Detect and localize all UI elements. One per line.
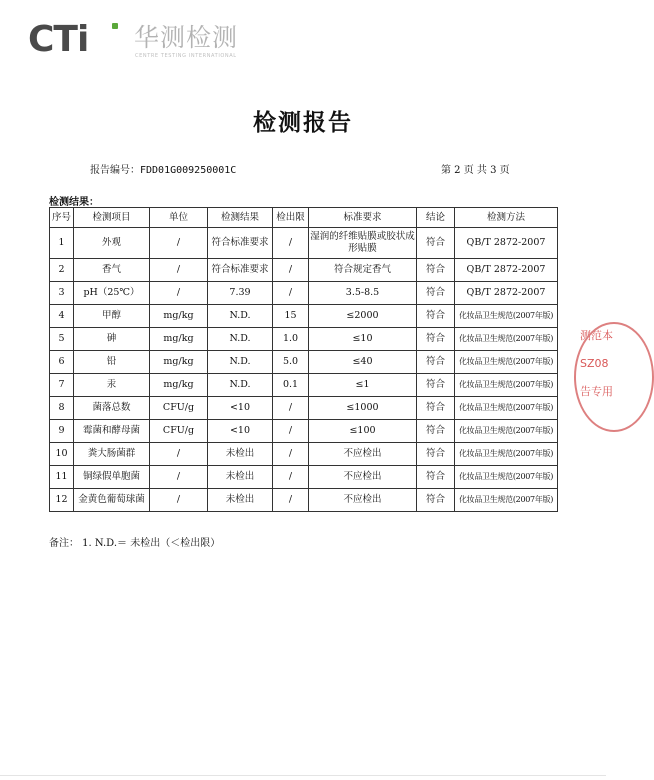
cell-unit: CFU/g (150, 420, 208, 443)
table-row (50, 374, 558, 397)
cell-unit: mg/kg (150, 351, 208, 374)
cell-limit: / (273, 397, 309, 420)
cell-limit: 1.0 (273, 328, 309, 351)
cell-standard: ≤1000 (309, 397, 417, 420)
table-row (50, 397, 558, 420)
cell-result: 符合标准要求 (208, 259, 273, 282)
cell-method: QB/T 2872-2007 (455, 228, 558, 259)
cell-result: N.D. (208, 328, 273, 351)
cell-item: 粪大肠菌群 (74, 443, 150, 466)
cell-method: QB/T 2872-2007 (455, 282, 558, 305)
cell-item: 金黄色葡萄球菌 (74, 489, 150, 512)
cell-no: 6 (50, 351, 74, 374)
stamp-text-3: 告专用 (580, 385, 613, 398)
cell-no: 7 (50, 374, 74, 397)
seal-stamp (574, 322, 644, 442)
cell-no: 5 (50, 328, 74, 351)
cell-standard: ≤1 (309, 374, 417, 397)
table-row (50, 328, 558, 351)
cell-standard: ≤10 (309, 328, 417, 351)
cell-standard: ≤40 (309, 351, 417, 374)
header-standard: 标准要求 (309, 208, 417, 228)
cell-conclusion: 符合 (417, 259, 455, 282)
cell-result: <10 (208, 397, 273, 420)
table-row (50, 282, 558, 305)
table-row (50, 489, 558, 512)
document-title: 检测报告 (253, 110, 353, 136)
results-label: 检测结果： (49, 197, 99, 208)
cell-no: 11 (50, 466, 74, 489)
cell-method: 化妆品卫生规范(2007年版) (455, 466, 558, 489)
cell-unit: CFU/g (150, 397, 208, 420)
cell-result: 7.39 (208, 282, 273, 305)
stamp-text-1: 测范本 (580, 329, 613, 342)
cell-standard: 不应检出 (309, 466, 417, 489)
cell-item: 甲醇 (74, 305, 150, 328)
cell-no: 2 (50, 259, 74, 282)
header-no: 序号 (50, 208, 74, 228)
table-row (50, 443, 558, 466)
cell-limit: / (273, 282, 309, 305)
cell-result: 未检出 (208, 489, 273, 512)
cell-no: 12 (50, 489, 74, 512)
cell-method: 化妆品卫生规范(2007年版) (455, 305, 558, 328)
results-table (49, 207, 558, 512)
table-row (50, 259, 558, 282)
cell-limit: / (273, 466, 309, 489)
cell-method: QB/T 2872-2007 (455, 259, 558, 282)
logo-english-name: CENTRE TESTING INTERNATIONAL (135, 53, 237, 59)
cell-result: <10 (208, 420, 273, 443)
table-row (50, 305, 558, 328)
stamp-ring (574, 322, 654, 432)
cell-no: 3 (50, 282, 74, 305)
cell-result: 符合标准要求 (208, 228, 273, 259)
cell-conclusion: 符合 (417, 466, 455, 489)
cell-item: 菌落总数 (74, 397, 150, 420)
cell-method: 化妆品卫生规范(2007年版) (455, 443, 558, 466)
cell-conclusion: 符合 (417, 443, 455, 466)
header-unit: 单位 (150, 208, 208, 228)
cell-unit: / (150, 259, 208, 282)
cell-conclusion: 符合 (417, 305, 455, 328)
cell-item: 砷 (74, 328, 150, 351)
cell-no: 4 (50, 305, 74, 328)
cell-method: 化妆品卫生规范(2007年版) (455, 374, 558, 397)
cell-conclusion: 符合 (417, 489, 455, 512)
table-row (50, 228, 558, 259)
header-conclusion: 结论 (417, 208, 455, 228)
stamp-text-2: SZ08 (580, 357, 609, 370)
table-row (50, 420, 558, 443)
cell-method: 化妆品卫生规范(2007年版) (455, 397, 558, 420)
page-bottom-rule (0, 775, 606, 776)
cell-item: 铅 (74, 351, 150, 374)
cell-standard: 符合规定香气 (309, 259, 417, 282)
cell-standard: ≤2000 (309, 305, 417, 328)
cell-limit: / (273, 443, 309, 466)
cell-result: 未检出 (208, 443, 273, 466)
logo-mark: CTi (28, 19, 89, 60)
cell-limit: 15 (273, 305, 309, 328)
cell-method: 化妆品卫生规范(2007年版) (455, 351, 558, 374)
cell-item: 外观 (74, 228, 150, 259)
cell-item: 霉菌和酵母菌 (74, 420, 150, 443)
cell-conclusion: 符合 (417, 374, 455, 397)
company-logo (28, 18, 258, 64)
table-row (50, 351, 558, 374)
cell-item: 汞 (74, 374, 150, 397)
header-item: 检测项目 (74, 208, 150, 228)
cell-standard: 不应检出 (309, 443, 417, 466)
cell-conclusion: 符合 (417, 228, 455, 259)
table-row (50, 466, 558, 489)
cell-no: 9 (50, 420, 74, 443)
cell-limit: 0.1 (273, 374, 309, 397)
cell-limit: 5.0 (273, 351, 309, 374)
cell-result: N.D. (208, 374, 273, 397)
cell-standard: 不应检出 (309, 489, 417, 512)
cell-limit: / (273, 228, 309, 259)
cell-item: 铜绿假单胞菌 (74, 466, 150, 489)
cell-standard: 湿润的纤维贴膜或胶状成形贴膜 (309, 228, 417, 259)
cell-standard: ≤100 (309, 420, 417, 443)
cell-result: 未检出 (208, 466, 273, 489)
header-method: 检测方法 (455, 208, 558, 228)
cell-standard: 3.5-8.5 (309, 282, 417, 305)
cell-no: 10 (50, 443, 74, 466)
logo-chinese-name: 华测检测 (134, 23, 239, 52)
cell-unit: mg/kg (150, 328, 208, 351)
cell-unit: mg/kg (150, 374, 208, 397)
logo-dot (112, 23, 118, 29)
cell-limit: / (273, 489, 309, 512)
cell-item: pH（25℃） (74, 282, 150, 305)
cell-unit: / (150, 282, 208, 305)
cell-limit: / (273, 259, 309, 282)
cell-item: 香气 (74, 259, 150, 282)
cell-unit: / (150, 228, 208, 259)
cell-conclusion: 符合 (417, 282, 455, 305)
cell-method: 化妆品卫生规范(2007年版) (455, 328, 558, 351)
cell-conclusion: 符合 (417, 420, 455, 443)
cell-unit: / (150, 466, 208, 489)
cell-no: 1 (50, 228, 74, 259)
cell-result: N.D. (208, 351, 273, 374)
page-number: 第 2 页 共 3 页 (441, 165, 510, 176)
header-result: 检测结果 (208, 208, 273, 228)
cell-unit: / (150, 489, 208, 512)
cell-method: 化妆品卫生规范(2007年版) (455, 489, 558, 512)
footnote: 备注： 1. N.D.＝ 未检出（＜检出限） (49, 538, 221, 549)
cell-method: 化妆品卫生规范(2007年版) (455, 420, 558, 443)
cell-unit: / (150, 443, 208, 466)
cell-no: 8 (50, 397, 74, 420)
cell-conclusion: 符合 (417, 397, 455, 420)
cell-conclusion: 符合 (417, 351, 455, 374)
report-number: 报告编号：FDD01G009250001C (90, 165, 237, 176)
cell-unit: mg/kg (150, 305, 208, 328)
cell-result: N.D. (208, 305, 273, 328)
cell-limit: / (273, 420, 309, 443)
cell-conclusion: 符合 (417, 328, 455, 351)
table-header-row (50, 208, 558, 228)
header-limit: 检出限 (273, 208, 309, 228)
